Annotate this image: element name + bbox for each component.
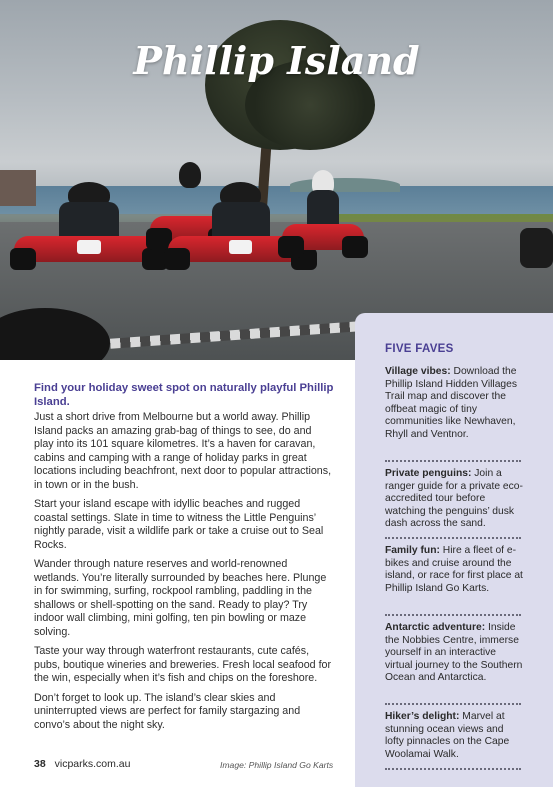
- wheel: [342, 236, 368, 258]
- dotted-divider: [385, 537, 521, 539]
- fave-title: Family fun:: [385, 545, 440, 556]
- article-body: [34, 381, 334, 738]
- dotted-divider: [385, 703, 521, 705]
- go-kart: [14, 178, 164, 270]
- dotted-divider: [385, 614, 521, 616]
- article-paragraph: Taste your way through waterfront restaurants, cute cafés, pubs, boutique wineries and breweries. Fresh local seafood for the win, especially when it’s fish and chips on the foreshore.: [34, 645, 332, 684]
- article-paragraph: Start your island escape with idyllic beaches and rugged coastal settings. Slate in time to witness the Little Penguins’ nightly parade, visit a wildlife park or take a cruise out to Seal Rocks.: [34, 498, 324, 551]
- fave-title: Hiker’s delight:: [385, 711, 460, 722]
- five-faves-heading: FIVE FAVES: [385, 343, 454, 355]
- fave-text: Download the Phillip Island Hidden Villages Trail map and discover the offbeat magic of tiny communities like Newhaven, Rhyll and Ventnor.: [385, 366, 518, 440]
- five-faves-panel: [355, 313, 553, 787]
- article-lead: Find your holiday sweet spot on naturally playful Phillip Island.: [34, 382, 334, 408]
- fave-item: [385, 366, 525, 441]
- fave-text: Hire a fleet of e-bikes and cruise around the island, or race for first place at Phillip Island Go Karts.: [385, 545, 523, 594]
- page-number: 38: [34, 758, 46, 770]
- fave-item: [385, 711, 525, 761]
- dotted-divider: [385, 460, 521, 462]
- fave-item: [385, 622, 525, 685]
- tyre-barrier: [520, 228, 553, 268]
- fave-item: [385, 468, 525, 531]
- dotted-divider: [385, 768, 521, 770]
- fave-item: [385, 545, 525, 595]
- page-footer: [34, 758, 130, 770]
- article-paragraph: Just a short drive from Melbourne but a world away. Phillip Island packs an amazing grab-bag of things to see, do and play into its 101 square kilometres. It’s a haven for caravan, cabins and camping with a range of holiday parks in great locations including beachfront, next door to popular attractions, in town or in the bush.: [34, 411, 332, 491]
- fave-title: Antarctic adventure:: [385, 622, 486, 633]
- article-paragraph: Wander through nature reserves and world-renowned wetlands. You’re literally surrounded by beaches here. Plunge in for swimming, surfing, rockpool rambling, paddling in the shallows or shell-spotting on the sand. Ready to play? Try indoor wall climbing, mini golfing, ten pin bowling or maze solving.: [34, 558, 327, 638]
- fave-text: Join a ranger guide for a private eco-accredited tour before watching the penguins’ dusk dash across the sand.: [385, 468, 523, 529]
- page-title: Phillip Island: [133, 38, 420, 83]
- fave-text: Marvel at stunning ocean views and lofty pinnacles on the Cape Woolamai Walk.: [385, 711, 510, 760]
- number-plate: [77, 240, 101, 254]
- wheel: [278, 236, 304, 258]
- fave-title: Village vibes:: [385, 366, 451, 377]
- fave-text: Inside the Nobbies Centre, immerse yourself in an interactive virtual journey to the Southern Ocean and Antarctica.: [385, 622, 523, 683]
- site-link[interactable]: vicparks.com.au: [54, 758, 131, 770]
- go-kart: [282, 182, 364, 258]
- wheel: [164, 248, 190, 270]
- number-plate: [229, 240, 252, 254]
- wheel: [10, 248, 36, 270]
- image-credit: Image: Phillip Island Go Karts: [220, 760, 334, 770]
- fave-title: Private penguins:: [385, 468, 472, 479]
- article-paragraph: Don’t forget to look up. The island’s clear skies and uninterrupted views are perfect for family stargazing and convo’s about the night sky.: [34, 691, 301, 731]
